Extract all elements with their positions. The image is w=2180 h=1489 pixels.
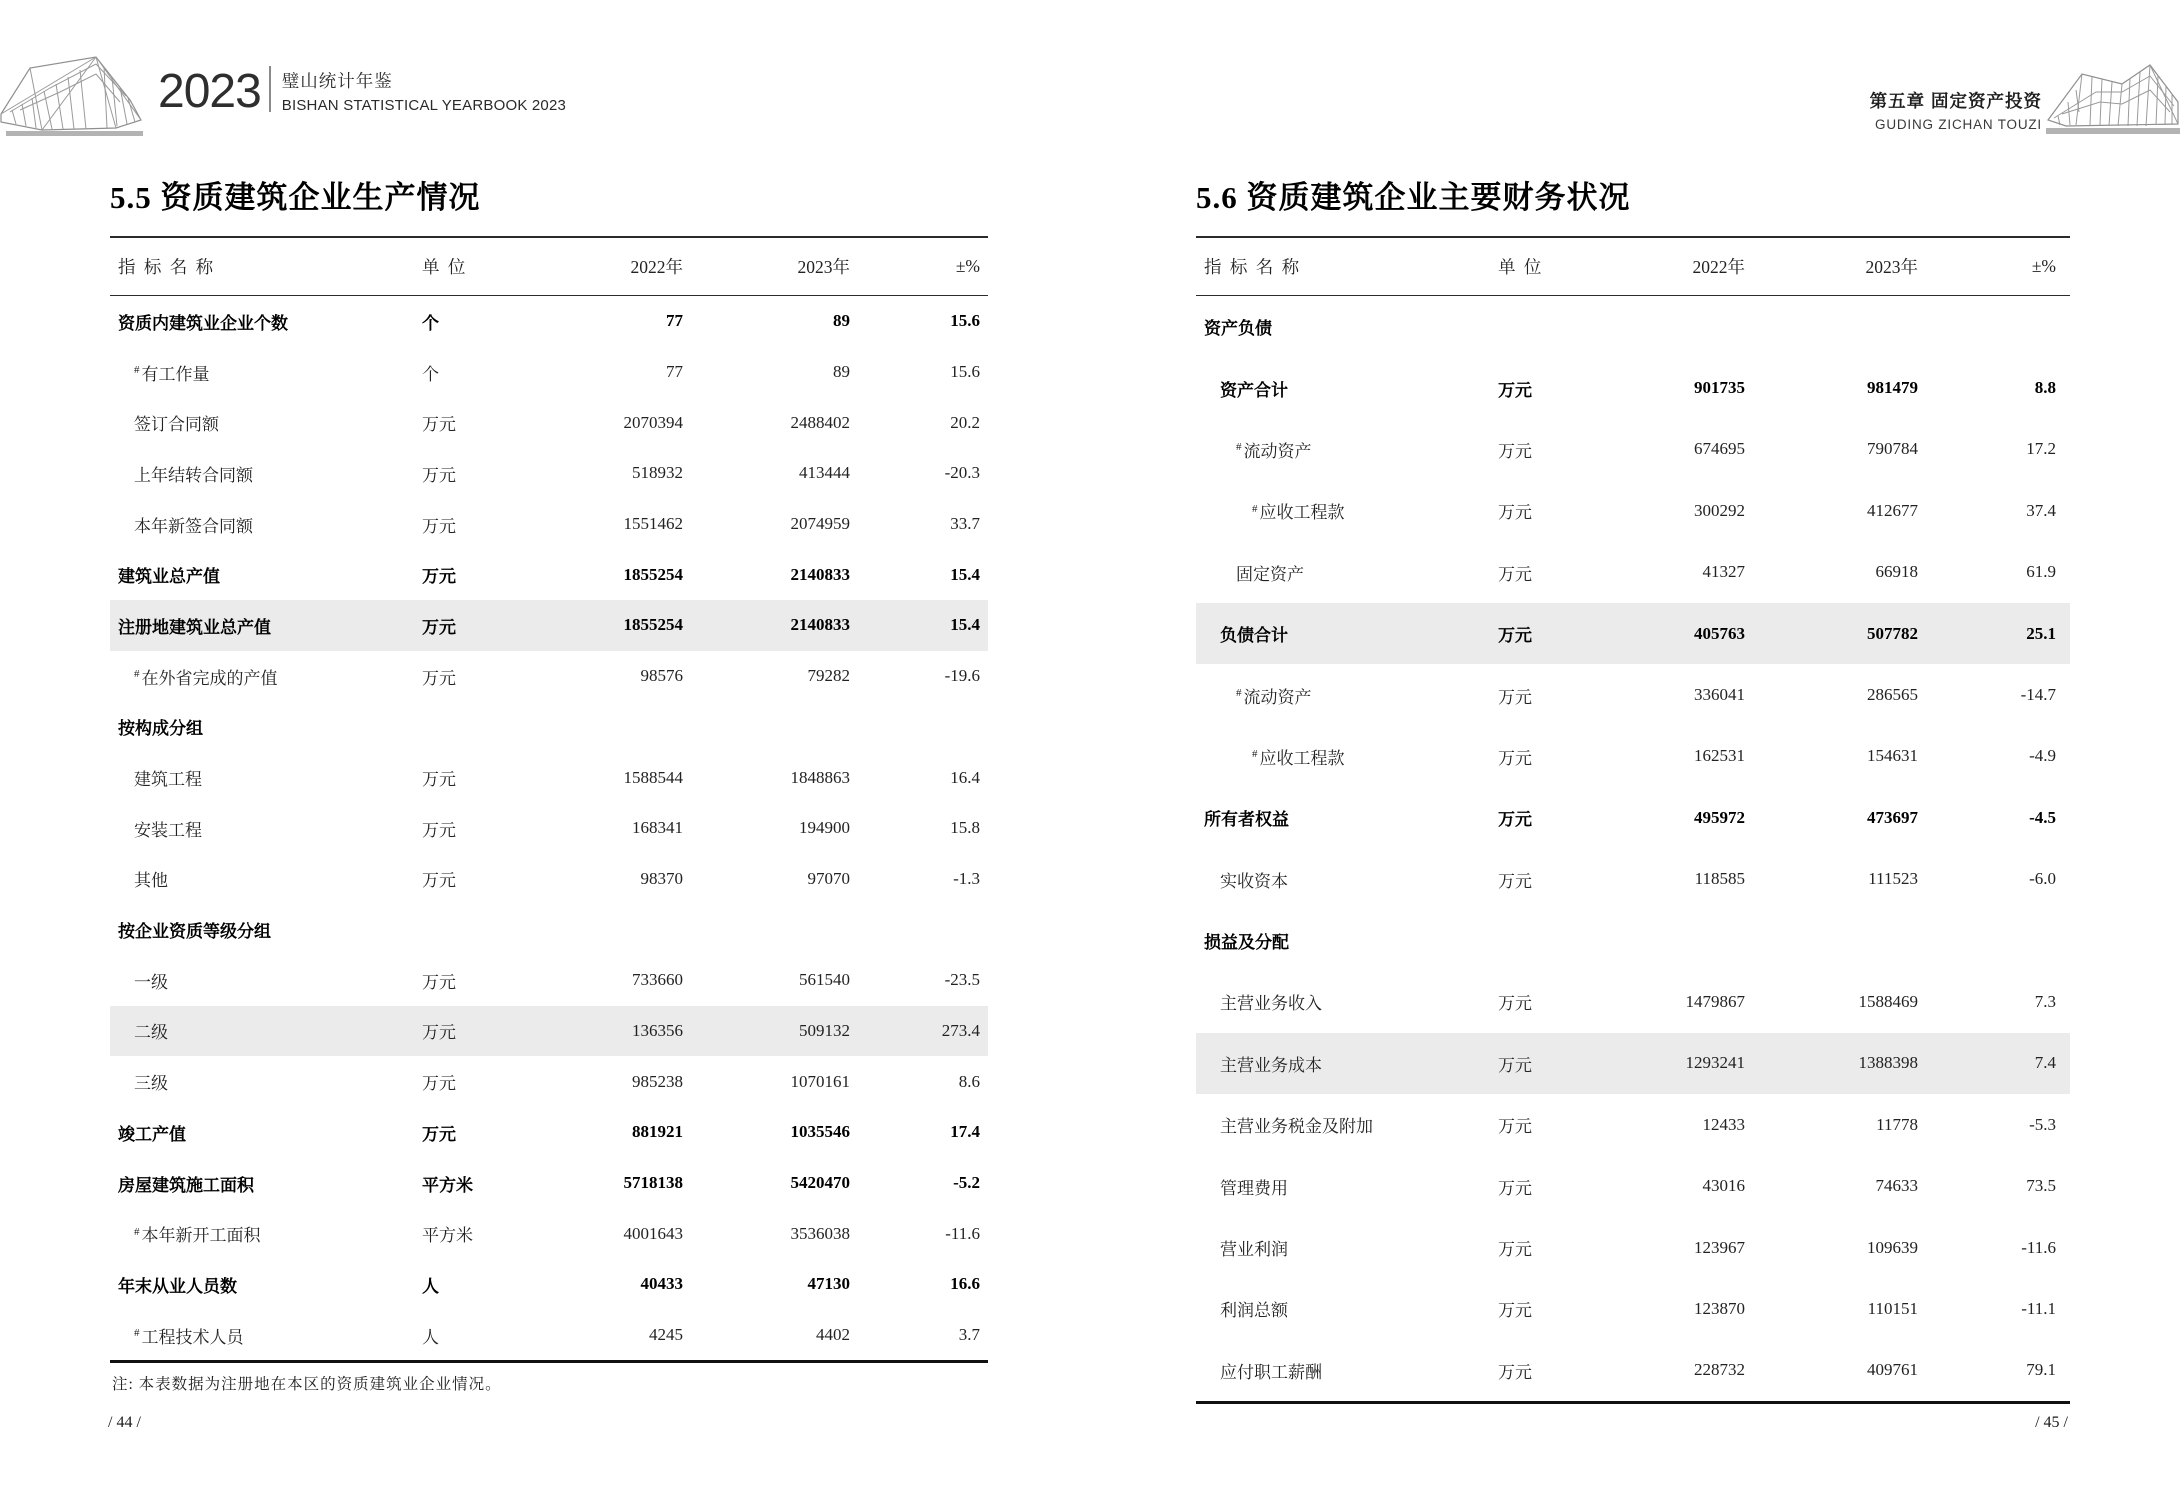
change-pct: -11.1: [2021, 1298, 2056, 1318]
value-2023: 5420470: [790, 1173, 850, 1193]
unit-value: 万元: [422, 617, 456, 637]
header-unit: 单 位: [1498, 257, 1544, 277]
chapter-title-cn: 第五章 固定资产投资: [1869, 91, 2042, 111]
value-2022: 40433: [640, 1274, 683, 1294]
value-2023: 1070161: [790, 1071, 850, 1091]
section-title-5-5: 5.5 资质建筑企业生产情况: [110, 180, 481, 215]
table-row: [110, 397, 988, 448]
value-2023: 97070: [807, 868, 850, 888]
unit-value: 万元: [422, 668, 456, 688]
unit-value: 平方米: [422, 1226, 473, 1246]
table-row: [110, 1056, 988, 1107]
unit-value: 万元: [1498, 441, 1532, 461]
indicator-name: # 流动资产: [1236, 686, 1312, 707]
value-2022: 1855254: [623, 564, 683, 584]
indicator-name: 安装工程: [134, 820, 202, 840]
change-pct: 7.4: [2034, 1053, 2056, 1073]
indicator-name: 固定资产: [1236, 564, 1304, 584]
indicator-name: 竣工产值: [118, 1124, 186, 1144]
unit-value: 万元: [422, 1074, 456, 1094]
brand-names: [282, 68, 566, 114]
value-2023: 154631: [1867, 746, 1918, 766]
change-pct: 73.5: [2026, 1176, 2056, 1196]
value-2023: 412677: [1867, 500, 1918, 520]
value-2022: 162531: [1694, 746, 1745, 766]
value-2023: 507782: [1867, 623, 1918, 643]
change-pct: 25.1: [2026, 623, 2056, 643]
change-pct: -11.6: [945, 1223, 980, 1243]
unit-value: 万元: [422, 567, 456, 587]
value-2022: 43016: [1702, 1176, 1745, 1196]
change-pct: -11.6: [2021, 1237, 2056, 1257]
table-row: [1196, 542, 2070, 603]
value-2022: 674695: [1694, 439, 1745, 459]
change-pct: 15.6: [950, 311, 980, 331]
value-2022: 881921: [632, 1122, 683, 1142]
change-pct: 7.3: [2034, 991, 2056, 1011]
table-row: [110, 803, 988, 854]
group-heading-row: [110, 702, 988, 753]
change-pct: 273.4: [941, 1020, 980, 1040]
value-2023: 790784: [1867, 439, 1918, 459]
indicator-name: 一级: [134, 972, 168, 992]
value-2023: 2140833: [790, 615, 850, 635]
change-pct: 15.4: [950, 564, 980, 584]
change-pct: 17.2: [2026, 439, 2056, 459]
value-2022: 1588544: [623, 767, 683, 787]
value-2023: 981479: [1867, 378, 1918, 398]
unit-value: 万元: [1498, 1055, 1532, 1075]
table-row: [1196, 1340, 2070, 1401]
indicator-name: 三级: [134, 1074, 168, 1094]
value-2023: 110151: [1867, 1298, 1918, 1318]
indicator-name: # 应收工程款: [1252, 748, 1345, 768]
value-2022: 77: [666, 362, 683, 382]
change-pct: -20.3: [944, 463, 980, 483]
indicator-name: 上年结转合同额: [134, 465, 253, 485]
value-2023: 89: [833, 311, 850, 331]
value-2022: 12433: [1702, 1114, 1745, 1134]
header-2022: 2022年: [630, 257, 683, 277]
change-pct: 33.7: [950, 514, 980, 534]
indicator-name: 建筑工程: [134, 770, 202, 790]
indicator-name: 损益及分配: [1204, 933, 1289, 953]
change-pct: -19.6: [944, 666, 980, 686]
table-row: [1196, 419, 2070, 480]
header-pct: ±%: [2031, 256, 2056, 276]
value-2023: 2488402: [790, 412, 850, 432]
unit-value: 万元: [1498, 1240, 1532, 1260]
change-pct: 15.8: [950, 818, 980, 838]
finance-table: [1196, 236, 2070, 1404]
table-row: [110, 651, 988, 702]
value-2022: 336041: [1694, 685, 1745, 705]
value-2022: 136356: [632, 1020, 683, 1040]
value-2022: 41327: [1702, 562, 1745, 582]
table-row: [110, 955, 988, 1006]
indicator-name: 营业利润: [1220, 1240, 1288, 1260]
unit-value: 万元: [422, 1124, 456, 1144]
indicator-name: 资产负债: [1204, 319, 1272, 339]
table-row: [1196, 357, 2070, 418]
value-2023: 1035546: [790, 1122, 850, 1142]
indicator-name: # 有工作量: [134, 363, 210, 384]
unit-value: 万元: [1498, 687, 1532, 707]
value-2022: 123870: [1694, 1298, 1745, 1318]
indicator-name: 实收资本: [1220, 871, 1288, 891]
value-2022: 4245: [649, 1325, 683, 1345]
unit-value: 个: [422, 364, 439, 384]
unit-value: 万元: [422, 871, 456, 891]
unit-value: 万元: [1498, 1117, 1532, 1137]
brand-name-en: BISHAN STATISTICAL YEARBOOK 2023: [281, 97, 567, 114]
brand-divider: [269, 66, 271, 112]
value-2022: 118585: [1694, 869, 1745, 889]
unit-value: 人: [422, 1276, 439, 1296]
value-2023: 2074959: [790, 514, 850, 534]
value-2022: 1479867: [1685, 991, 1745, 1011]
unit-value: 平方米: [422, 1175, 473, 1195]
indicator-name: 按企业资质等级分组: [118, 922, 271, 942]
value-2022: 901735: [1694, 378, 1745, 398]
value-2023: 1848863: [790, 767, 850, 787]
value-2022: 98370: [640, 868, 683, 888]
unit-value: 万元: [422, 820, 456, 840]
indicator-name: 房屋建筑施工面积: [118, 1175, 254, 1195]
value-2022: 168341: [632, 818, 683, 838]
value-2023: 3536038: [790, 1223, 850, 1243]
indicator-name: 负债合计: [1220, 626, 1288, 646]
table-row: [110, 1107, 988, 1158]
unit-value: 人: [422, 1327, 439, 1347]
table-row: [1196, 480, 2070, 541]
yearbook-brand: [158, 64, 567, 118]
chapter-title-en: GUDING ZICHAN TOUZI: [1875, 117, 2042, 132]
table-row: [1196, 1217, 2070, 1278]
unit-value: 万元: [1498, 871, 1532, 891]
building-wireframe-icon: [0, 52, 150, 145]
table-row: [110, 752, 988, 803]
value-2023: 111523: [1868, 869, 1918, 889]
unit-value: 万元: [1498, 1178, 1532, 1198]
value-2022: 123967: [1694, 1237, 1745, 1257]
brand-year: 2023: [158, 64, 261, 118]
change-pct: -5.3: [2029, 1114, 2056, 1134]
unit-value: 万元: [1498, 1301, 1532, 1321]
indicator-name: 注册地建筑业总产值: [118, 617, 271, 637]
table-body: [1196, 296, 2070, 1404]
indicator-name: 其他: [134, 871, 168, 891]
unit-value: 万元: [422, 770, 456, 790]
indicator-name: 资产合计: [1220, 380, 1288, 400]
table-row: [1196, 603, 2070, 664]
value-2023: 79282: [807, 666, 850, 686]
indicator-name: 年末从业人员数: [118, 1276, 237, 1296]
page-number-left: / 44 /: [108, 1414, 141, 1431]
value-2023: 413444: [799, 463, 850, 483]
table-row: [110, 448, 988, 499]
value-2022: 1551462: [623, 514, 683, 534]
indicator-name: # 工程技术人员: [134, 1326, 244, 1347]
value-2022: 98576: [640, 666, 683, 686]
table-row: [110, 600, 988, 651]
unit-value: 万元: [1498, 503, 1532, 523]
table-row: [1196, 664, 2070, 725]
indicator-name: 利润总额: [1220, 1301, 1288, 1321]
value-2023: 473697: [1867, 807, 1918, 827]
brand-name-cn: 璧山统计年鉴: [281, 71, 393, 91]
value-2022: 2070394: [623, 412, 683, 432]
production-table: [110, 236, 988, 1363]
value-2023: 194900: [799, 818, 850, 838]
table-row: [110, 1158, 988, 1209]
unit-value: 万元: [1498, 1362, 1532, 1382]
unit-value: 个: [422, 313, 439, 333]
indicator-name: 二级: [134, 1023, 168, 1043]
value-2022: 733660: [632, 970, 683, 990]
indicator-name: 按构成分组: [118, 719, 203, 739]
unit-value: 万元: [422, 465, 456, 485]
value-2022: 405763: [1694, 623, 1745, 643]
change-pct: -6.0: [2029, 869, 2056, 889]
value-2023: 89: [833, 362, 850, 382]
indicator-name: 签订合同额: [134, 415, 219, 435]
change-pct: -14.7: [2020, 685, 2056, 705]
table-row: [1196, 1278, 2070, 1339]
change-pct: 17.4: [950, 1122, 980, 1142]
indicator-name: 本年新签合同额: [134, 516, 253, 536]
change-pct: -5.2: [953, 1173, 980, 1193]
header-pct: ±%: [955, 256, 980, 276]
table-row: [1196, 849, 2070, 910]
value-2022: 1293241: [1685, 1053, 1745, 1073]
table-note: 注: 本表数据为注册地在本区的资质建筑业企业情况。: [112, 1376, 502, 1393]
value-2023: 561540: [799, 970, 850, 990]
group-heading-row: [1196, 296, 2070, 357]
value-2023: 74633: [1875, 1176, 1918, 1196]
table-row: [110, 1310, 988, 1361]
change-pct: 16.6: [950, 1274, 980, 1294]
change-pct: -4.9: [2029, 746, 2056, 766]
value-2022: 4001643: [623, 1223, 683, 1243]
table-row: [1196, 971, 2070, 1032]
indicator-name: # 流动资产: [1236, 441, 1312, 461]
table-row: [110, 499, 988, 550]
indicator-name: 应付职工薪酬: [1220, 1362, 1322, 1382]
indicator-name: 主营业务收入: [1220, 994, 1322, 1014]
header-indicator: 指 标 名 称: [1204, 257, 1302, 277]
table-row: [1196, 726, 2070, 787]
table-row: [110, 549, 988, 600]
unit-value: 万元: [422, 415, 456, 435]
unit-value: 万元: [1498, 810, 1532, 830]
value-2023: 4402: [816, 1325, 850, 1345]
table-row: [110, 1006, 988, 1057]
unit-value: 万元: [1498, 748, 1532, 768]
table-header-row: [110, 236, 988, 296]
value-2023: 509132: [799, 1020, 850, 1040]
value-2023: 1588469: [1858, 991, 1918, 1011]
group-heading-row: [1196, 910, 2070, 971]
value-2022: 518932: [632, 463, 683, 483]
building-wireframe-icon: [2046, 62, 2180, 145]
header-2023: 2023年: [1865, 257, 1918, 277]
group-heading-row: [110, 904, 988, 955]
indicator-name: 主营业务税金及附加: [1220, 1117, 1373, 1137]
value-2022: 1855254: [623, 615, 683, 635]
change-pct: 61.9: [2026, 562, 2056, 582]
page-number-right: / 45 /: [2035, 1414, 2068, 1431]
change-pct: -23.5: [944, 970, 980, 990]
header-indicator: 指 标 名 称: [118, 257, 216, 277]
table-row: [1196, 787, 2070, 848]
value-2022: 5718138: [623, 1173, 683, 1193]
indicator-name: # 本年新开工面积: [134, 1225, 261, 1246]
table-header-row: [1196, 236, 2070, 296]
change-pct: 3.7: [958, 1325, 980, 1345]
table-row: [1196, 1094, 2070, 1155]
change-pct: 15.6: [950, 362, 980, 382]
value-2023: 11778: [1876, 1114, 1918, 1134]
change-pct: 16.4: [950, 767, 980, 787]
indicator-name: 资质内建筑业企业个数: [118, 313, 288, 333]
table-row: [110, 1208, 988, 1259]
value-2023: 1388398: [1858, 1053, 1918, 1073]
table-row: [110, 854, 988, 905]
value-2023: 47130: [807, 1274, 850, 1294]
unit-value: 万元: [422, 1023, 456, 1043]
table-row: [110, 1259, 988, 1310]
value-2022: 300292: [1694, 500, 1745, 520]
change-pct: 79.1: [2026, 1360, 2056, 1380]
chapter-label: [1870, 88, 2042, 132]
table-row: [110, 296, 988, 347]
unit-value: 万元: [422, 972, 456, 992]
indicator-name: 主营业务成本: [1220, 1055, 1322, 1075]
change-pct: -4.5: [2029, 807, 2056, 827]
unit-value: 万元: [1498, 626, 1532, 646]
table-body: [110, 296, 988, 1363]
change-pct: -1.3: [953, 868, 980, 888]
value-2023: 66918: [1875, 562, 1918, 582]
change-pct: 8.6: [958, 1071, 980, 1091]
header-unit: 单 位: [422, 257, 468, 277]
indicator-name: # 应收工程款: [1252, 502, 1345, 523]
value-2023: 286565: [1867, 685, 1918, 705]
value-2022: 228732: [1694, 1360, 1745, 1380]
change-pct: 20.2: [950, 412, 980, 432]
change-pct: 37.4: [2026, 500, 2056, 520]
table-row: [1196, 1033, 2070, 1094]
indicator-name: 建筑业总产值: [118, 567, 220, 587]
header-2023: 2023年: [797, 257, 850, 277]
change-pct: 15.4: [950, 615, 980, 635]
unit-value: 万元: [1498, 564, 1532, 584]
value-2022: 77: [666, 311, 683, 331]
value-2023: 109639: [1867, 1237, 1918, 1257]
header-2022: 2022年: [1692, 257, 1745, 277]
section-title-5-6: 5.6 资质建筑企业主要财务状况: [1196, 180, 1631, 215]
table-row: [110, 347, 988, 398]
indicator-name: # 在外省完成的产值: [134, 668, 278, 688]
unit-value: 万元: [1498, 380, 1532, 400]
value-2023: 409761: [1867, 1360, 1918, 1380]
unit-value: 万元: [1498, 994, 1532, 1014]
value-2022: 985238: [632, 1071, 683, 1091]
change-pct: 8.8: [2034, 378, 2056, 398]
value-2022: 495972: [1694, 807, 1745, 827]
indicator-name: 管理费用: [1220, 1178, 1288, 1198]
indicator-name: 所有者权益: [1204, 810, 1289, 830]
unit-value: 万元: [422, 516, 456, 536]
value-2023: 2140833: [790, 564, 850, 584]
table-row: [1196, 1155, 2070, 1216]
